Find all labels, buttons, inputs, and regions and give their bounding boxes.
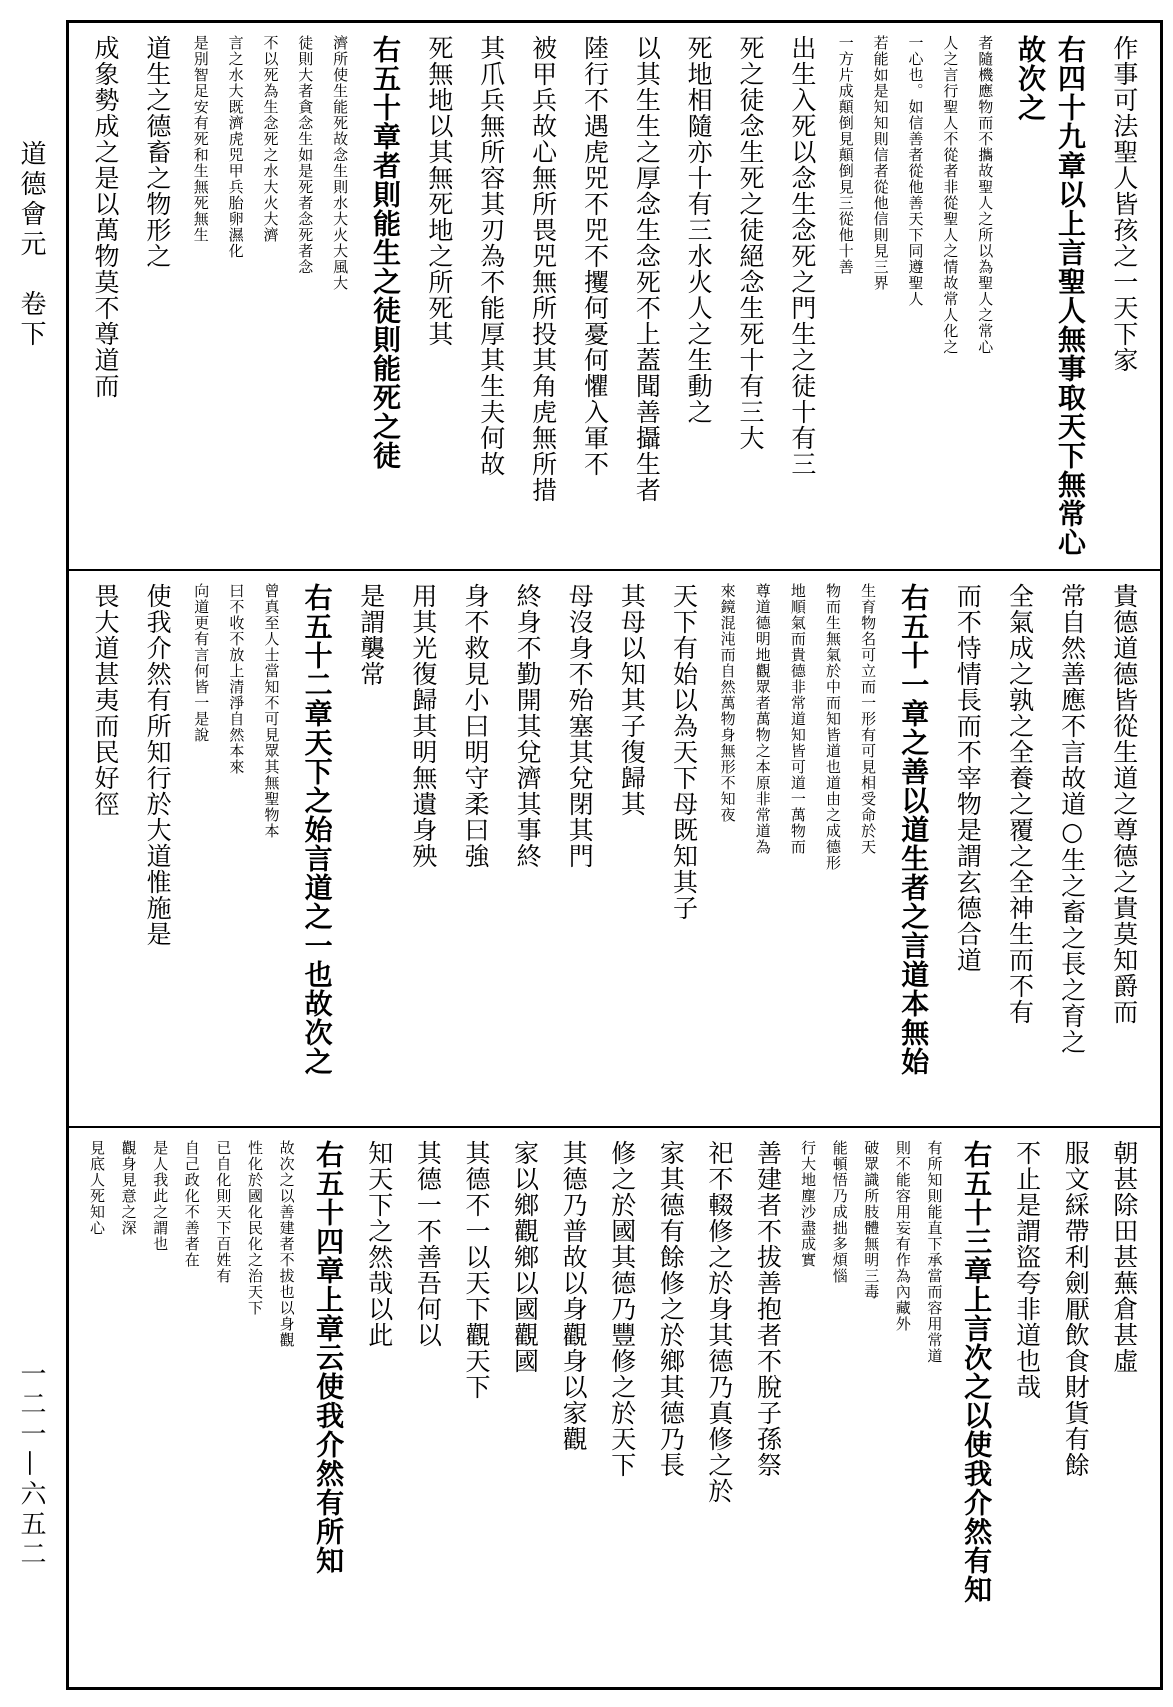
text-column: 修之於國其德乃豐修之於天下	[607, 1140, 637, 1478]
text-column: 陸行不遇虎兕不兕不攫何憂何懼入軍不	[580, 35, 610, 477]
commentary-column: 生育物名可立而一形有可見相受命於天	[859, 583, 878, 855]
text-column: 用其光復歸其明無遺身殃	[408, 583, 438, 869]
text-column: 全氣成之孰之全養之覆之全神生而不有	[1005, 583, 1035, 1025]
margin-page-number: 一二一—六五二	[16, 1360, 46, 1570]
chapter-heading: 右五十四章上章云使我介然有所知	[312, 1140, 346, 1575]
margin-title: 道德會元 卷下	[16, 140, 46, 350]
text-column: 道生之德畜之物形之	[142, 35, 172, 269]
text-panel-top	[69, 23, 1160, 571]
text-panel-bottom	[69, 1128, 1160, 1687]
text-column: 畏大道甚夷而民好徑	[91, 583, 120, 817]
commentary-column: 則不能容用妄有作為內藏外	[893, 1140, 912, 1332]
commentary-column: 行大地塵沙盡成實	[799, 1140, 818, 1268]
commentary-column: 物而生無氣於中而知皆道也道由之成德形	[824, 583, 842, 871]
commentary-column: 是別智足安有死和生無死無生	[191, 35, 210, 243]
text-column: 其爪兵無所容其刃為不能厚其生夫何故	[476, 35, 506, 477]
commentary-column: 向道更有言何皆一是說	[192, 583, 211, 743]
text-column: 其德乃普故以身觀身以家觀	[559, 1140, 589, 1452]
text-column: 其母以知其子復歸其	[617, 583, 647, 817]
chapter-heading: 右五十三章上言次之以使我介然有知	[960, 1140, 994, 1604]
commentary-column: 故次之以善建者不拔也以身觀	[277, 1140, 296, 1348]
commentary-column: 性化於國化民化之治天下	[245, 1140, 264, 1316]
text-column: 知天下之然哉以此	[364, 1140, 394, 1348]
text-panel-middle	[69, 571, 1160, 1128]
text-column: 祀不輟修之於身其德乃真修之於	[704, 1140, 734, 1504]
text-column: 使我介然有所知行於大道惟施是	[143, 583, 173, 947]
text-column: 終身不勤開其兌濟其事終	[513, 583, 543, 869]
text-column: 善建者不拔善抱者不脫子孫祭	[753, 1140, 783, 1478]
text-column: 朝甚除田甚蕪倉甚虛	[1109, 1140, 1139, 1374]
text-column: 貴德道德皆從生道之尊德之貴莫知爵而	[1109, 583, 1139, 1025]
chapter-heading: 右五十一章之善以道生者之言道本無始	[897, 583, 931, 1076]
text-column: 服文綵帶利劍厭飲食財貨有餘	[1061, 1140, 1091, 1478]
text-column: 死無地以其無死地之所死其	[424, 35, 454, 347]
text-column: 以其生生之厚念生念死不上蓋聞善攝生者	[632, 35, 662, 503]
text-column: 作事可法聖人皆孩之一天下家	[1109, 35, 1139, 373]
text-column: 被甲兵故心無所畏兕無所投其角虎無所措	[528, 35, 558, 503]
commentary-column: 已自化則天下百姓有	[214, 1140, 233, 1284]
commentary-column: 若能如是知知則信者從他信則見三界	[871, 35, 890, 291]
text-column: 是謂襲常	[356, 583, 386, 687]
text-column: 其德不一以天下觀天下	[461, 1140, 491, 1400]
commentary-column: 言之水大既濟虎兕甲兵胎卵濕化	[226, 35, 245, 259]
commentary-column: 來鏡混沌而自然萬物身無形不知夜	[718, 583, 737, 823]
commentary-column: 尊道德明地觀眾者萬物之本原非常道為	[753, 583, 772, 855]
text-column: 身不救見小曰明守柔曰強	[461, 583, 490, 869]
commentary-column: 曾真至人士當知不可見眾其無聖物本	[262, 583, 281, 839]
commentary-column: 地順氣而貴德非常道知皆可道一萬物而	[788, 583, 807, 855]
commentary-column: 一心也。如信善者從他善天下同遵聖人	[906, 35, 925, 307]
text-column: 天下有始以為天下母既知其子	[669, 583, 699, 921]
chapter-heading: 右五十章者則能生之徒則能死之徒	[369, 35, 403, 470]
text-column: 死之徒念生死之徒絕念生死十有三大	[736, 35, 766, 451]
text-column: 家以鄉觀鄉以國觀國	[510, 1140, 540, 1374]
commentary-column: 曰不收不放上清淨自然本來	[227, 583, 246, 775]
text-column: 其德一不善吾何以	[413, 1140, 443, 1348]
commentary-column: 人之言行聖人不從者非從聖人之情故常人化之	[941, 35, 960, 355]
commentary-column: 一方片成顛倒見顛倒見三從他十善	[836, 35, 855, 275]
commentary-column: 者隨機應物而不攜故聖人之所以為聖人之常心	[976, 35, 995, 355]
commentary-column: 觀身見意之深	[119, 1140, 138, 1236]
text-column: 母沒身不殆塞其兌閉其門	[565, 583, 595, 869]
text-column: 家其德有餘修之於鄉其德乃長	[656, 1140, 686, 1478]
text-column: 而不恃情長而不宰物是謂玄德合道	[953, 583, 983, 973]
chapter-heading: 右四十九章以上言聖人無事取天下無常心故次之	[1014, 35, 1088, 557]
chapter-heading: 右五十二章天下之始言道之一也故次之	[300, 583, 334, 1076]
page-frame	[66, 20, 1163, 1690]
text-column: 不止是謂盜夸非道也哉	[1012, 1140, 1042, 1400]
commentary-column: 徒則大者貪念生如是死者念死者念	[296, 35, 315, 275]
commentary-column: 不以死為生念死之水大火大濟	[261, 35, 280, 243]
commentary-column: 有所知則能直下承當而容用常道	[925, 1140, 944, 1364]
text-column: 常自然善應不言故道○生之畜之長之育之	[1057, 583, 1087, 1055]
commentary-column: 能頓悟乃成拙多煩惱	[830, 1140, 849, 1284]
commentary-column: 自己政化不善者在	[182, 1140, 201, 1268]
commentary-column: 破眾識所肢體無明三毒	[862, 1140, 881, 1300]
text-column: 死地相隨亦十有三水火人之生動之	[684, 35, 714, 425]
text-column: 成象勢成之是以萬物莫不尊道而	[91, 35, 120, 399]
commentary-column: 見底人死知心	[88, 1140, 106, 1236]
text-column: 出生入死以念生念死之門生之徒十有三	[787, 35, 817, 477]
commentary-column: 濟所使生能死故念生則水大火大風大	[331, 35, 350, 291]
commentary-column: 是人我此之謂也	[151, 1140, 170, 1252]
